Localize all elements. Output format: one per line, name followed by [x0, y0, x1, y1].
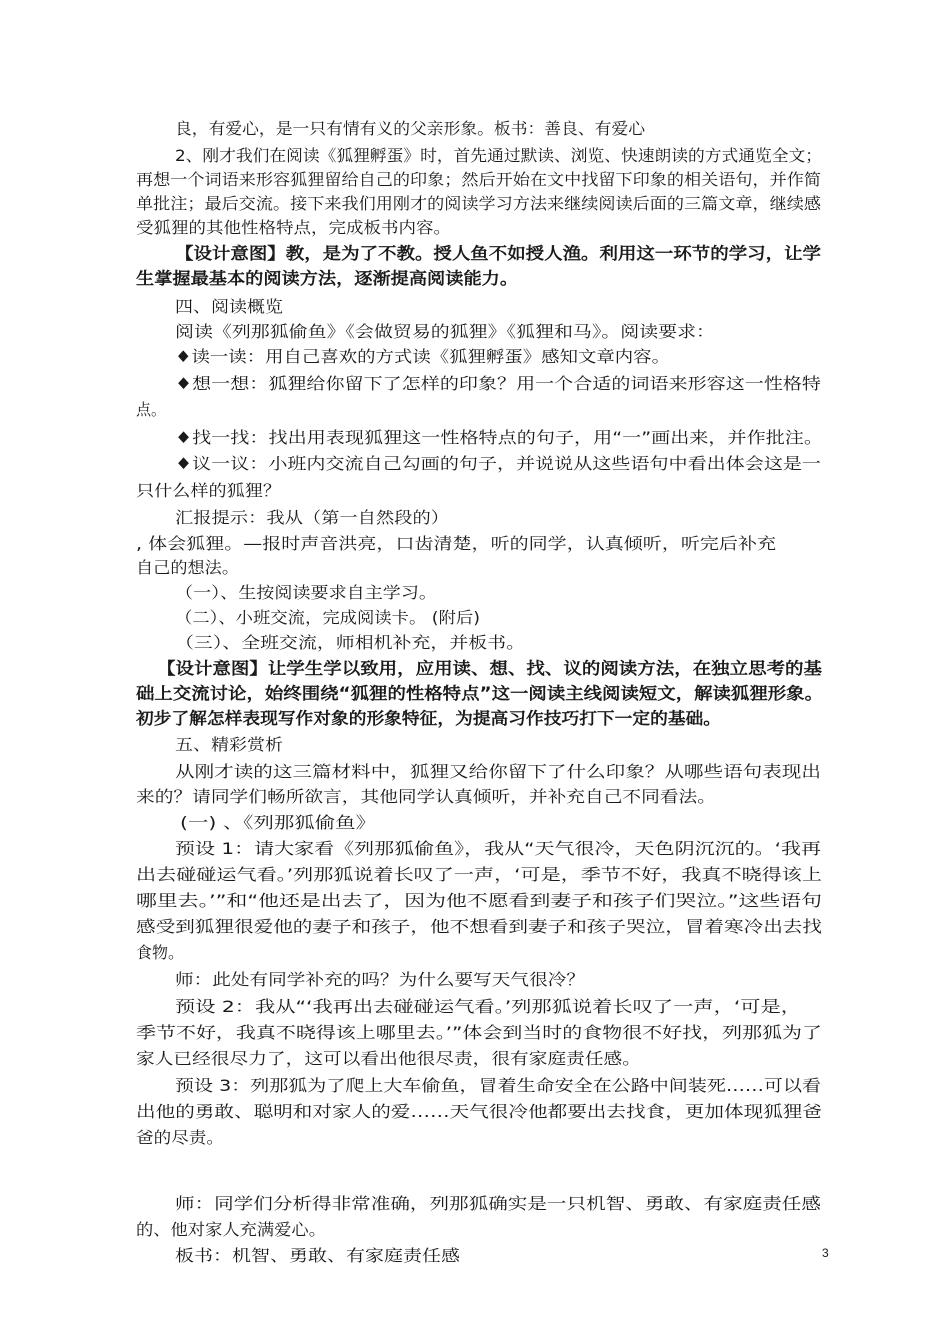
text-line: (一) 、《列那狐偷鱼》: [180, 813, 376, 832]
text-line: 师：同学们分析得非常准确，列那狐确实是一只机智、勇敢、有家庭责任感: [175, 1194, 821, 1213]
text-line: 【设计意图】教，是为了不教。授人鱼不如授人渔。利用这一环节的学习，让学: [175, 244, 821, 263]
text-line: 只什么样的狐狸？: [136, 481, 282, 500]
text-line: 五、精彩赏析: [175, 735, 283, 754]
text-line: 爸的尽责。: [136, 1128, 225, 1147]
text-line: 食物。: [136, 943, 185, 962]
text-line: 哪里去。’”和“他还是出去了，因为他不愿看到妻子和孩子们哭泣。”这些语句: [136, 891, 823, 910]
text-line: 础上交流讨论，始终围绕“狐狸的性格特点”这一阅读主线阅读短文，解读狐狸形象。: [136, 684, 824, 703]
text-line: 生掌握最基本的阅读方法，逐渐提高阅读能力。: [136, 269, 519, 288]
text-line: 出去碰碰运气看。’列那狐说着长叹了一声，‘可是，季节不好，我真不晓得该上: [136, 865, 823, 884]
text-line: 预设 3：列那狐为了爬上大车偷鱼，冒着生命安全在公路中间装死……可以看: [175, 1076, 822, 1095]
text-line: ♦读一读：用自己喜欢的方式读《狐狸孵蛋》感知文章内容。: [175, 347, 670, 366]
text-line: 再想一个词语来形容狐狸留给自己的印象；然后开始在文中找留下印象的相关语句，并作简: [136, 170, 822, 189]
text-line: 单批注；最后交流。接下来我们用刚才的阅读学习方法来继续阅读后面的三篇文章，继续感: [136, 194, 822, 213]
text-line: ♦议一议：小班内交流自己勾画的句子，并说说从这些语句中看出体会这是一: [175, 454, 822, 473]
text-line: 的、他对家人充满爱心。: [136, 1220, 326, 1239]
text-line: 来的？请同学们畅所欲言，其他同学认真倾听，并补充自己不同看法。: [136, 787, 716, 806]
text-line: （三）、全班交流，师相机补充，并板书。: [175, 633, 526, 652]
text-line: 预设 1：请大家看《列那狐偷鱼》，我从“天气很冷，天色阴沉沉的。‘我再: [175, 839, 821, 858]
text-line: 感受到狐狸很爱他的妻子和孩子，他不想看到妻子和孩子哭泣，冒着寒冷出去找: [136, 917, 823, 936]
text-line: 阅读《列那狐偷鱼》《会做贸易的狐狸》《狐狸和马》。阅读要求：: [175, 322, 716, 341]
text-line: （二）、小班交流，完成阅读卡。 (附后): [175, 608, 481, 627]
page-number: 3: [822, 1246, 829, 1260]
text-line: 良，有爱心，是一只有情有义的父亲形象。板书：善良、有爱心: [175, 119, 646, 138]
text-line: ♦找一找：找出用表现狐狸这一性格特点的句子，用“一”画出来，并作批注。: [175, 428, 823, 447]
text-line: 2、刚才我们在阅读《狐狸孵蛋》时，首先通过默读、浏览、快速朗读的方式通览全文；: [175, 146, 822, 165]
text-line: ♦想一想：狐狸给你留下了怎样的印象？用一个合适的词语来形容这一性格特: [175, 374, 822, 393]
text-line: （一）、生按阅读要求自主学习。: [175, 583, 437, 602]
text-line: 师：此处有同学补充的吗？为什么要写天气很冷？: [175, 970, 585, 989]
text-line: 季节不好，我真不晓得该上哪里去。’”体会到当时的食物很不好找，列那狐为了: [136, 1023, 823, 1042]
text-line: 受狐狸的其他性格特点，完成板书内容。: [136, 218, 452, 237]
text-line: 板书：机智、勇敢、有家庭责任感: [175, 1246, 460, 1265]
text-line: 预设 2：我从“‘我再出去碰碰运气看。’列那狐说着长叹了一声，‘可是，: [175, 997, 802, 1016]
text-line: 四、阅读概览: [175, 297, 283, 316]
text-line: 自己的想法。: [136, 558, 239, 577]
text-line: 出他的勇敢、聪明和对家人的爱……天气很冷他都要出去找食，更加体现狐狸爸: [136, 1102, 823, 1121]
text-line: 家人已经很尽力了，这可以看出他很尽责，很有家庭责任感。: [136, 1049, 641, 1068]
text-line: 从刚才读的这三篇材料中，狐狸又给你留下了什么印象？从哪些语句表现出: [175, 762, 821, 781]
text-line: 点。: [136, 400, 166, 419]
text-line: , 体会狐狸。—报时声音洪亮，口齿清楚，听的同学，认真倾听，听完后补充: [136, 534, 777, 553]
text-line: 汇报提示：我从（第一自然段的）: [175, 508, 450, 527]
text-line: 初步了解怎样表现写作对象的形象特征，为提高习作技巧打下一定的基础。: [136, 709, 722, 728]
text-line: 【设计意图】让学生学以致用，应用读、想、找、议的阅读方法，在独立思考的基: [157, 659, 822, 678]
